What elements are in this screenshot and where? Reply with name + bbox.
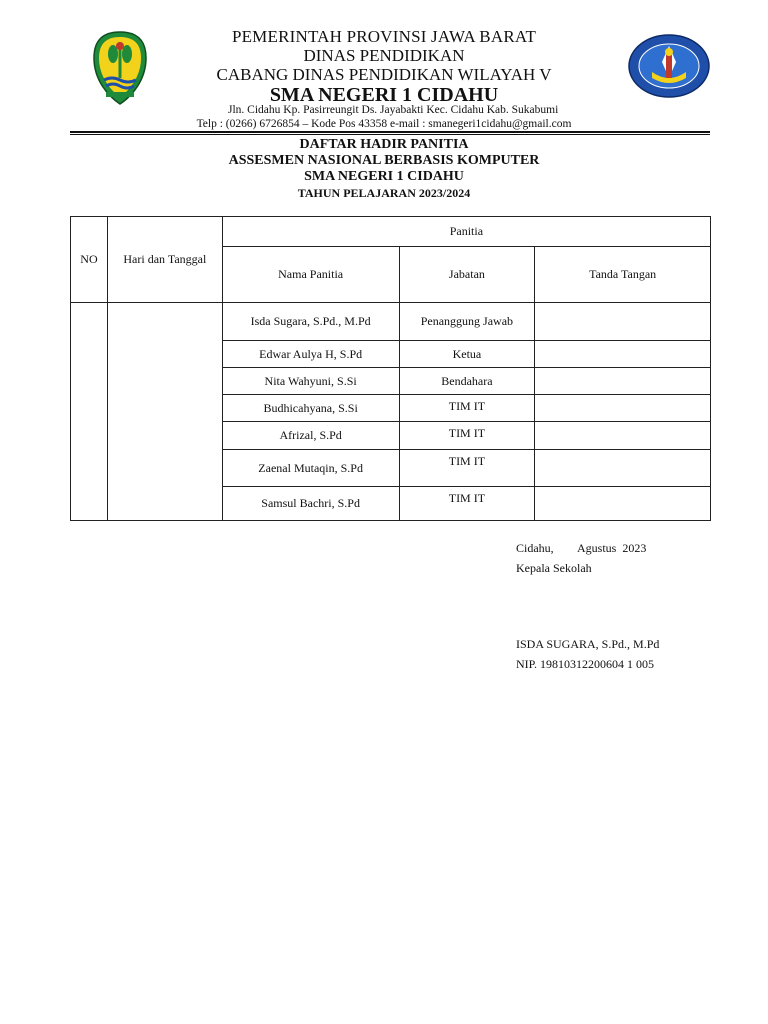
cell-role: Bendahara [399,368,535,395]
cell-name: Samsul Bachri, S.Pd [222,487,399,521]
cell-role: Penanggung Jawab [399,303,535,341]
header-no: NO [71,217,108,303]
letterhead-divider [70,131,710,133]
signature-place-date: Cidahu, Agustus 2023 [516,541,647,555]
cell-role: TIM IT [399,422,535,450]
cell-signature [535,422,711,450]
document-year: TAHUN PELAJARAN 2023/2024 [297,186,471,200]
cell-name: Nita Wahyuni, S.Si [222,368,399,395]
cell-signature [535,395,711,422]
cell-signature [535,487,711,521]
letterhead-address: Jln. Cidahu Kp. Pasirreungit Ds. Jayabakti Kec. Cidahu Kab. Sukabumi [228,104,559,116]
cell-name: Isda Sugara, S.Pd., M.Pd [222,303,399,341]
document-title: DAFTAR HADIR PANITIA [299,137,469,152]
cell-role: TIM IT [399,450,535,487]
document-subtitle: ASSESMEN NASIONAL BERBASIS KOMPUTER [228,153,540,168]
header-name: Nama Panitia [222,247,399,303]
cell-name: Edwar Aulya H, S.Pd [222,341,399,368]
cell-name: Zaenal Mutaqin, S.Pd [222,450,399,487]
cell-signature [535,450,711,487]
header-committee: Panitia [222,217,710,247]
cell-no [71,303,108,521]
signature-nip: NIP. 19810312200604 1 005 [516,657,655,671]
header-role: Jabatan [399,247,535,303]
document-school: SMA NEGERI 1 CIDAHU [304,169,464,184]
cell-name: Budhicahyana, S.Si [222,395,399,422]
cell-name: Afrizal, S.Pd [222,422,399,450]
letterhead-divider-thin [70,134,710,135]
cell-signature [535,368,711,395]
cell-role: Ketua [399,341,535,368]
attendance-table [70,216,711,521]
cell-role: TIM IT [399,487,535,521]
cell-role: TIM IT [399,395,535,422]
cell-signature [535,303,711,341]
header-date: Hari dan Tanggal [107,217,222,303]
letterhead-branch: CABANG DINAS PENDIDIKAN WILAYAH V [216,65,552,84]
signature-position: Kepala Sekolah [516,561,592,575]
signature-name: ISDA SUGARA, S.Pd., M.Pd [516,637,660,651]
letterhead-contact: Telp : (0266) 6726854 – Kode Pos 43358 e-mail : smanegeri1cidahu@gmail.com [196,118,572,130]
cell-date [107,303,222,521]
cell-signature [535,341,711,368]
letterhead-government: PEMERINTAH PROVINSI JAWA BARAT [231,27,537,46]
letterhead-department: DINAS PENDIDIKAN [303,46,465,65]
letterhead-school: SMA NEGERI 1 CIDAHU [269,84,499,106]
header-signature: Tanda Tangan [535,247,711,303]
